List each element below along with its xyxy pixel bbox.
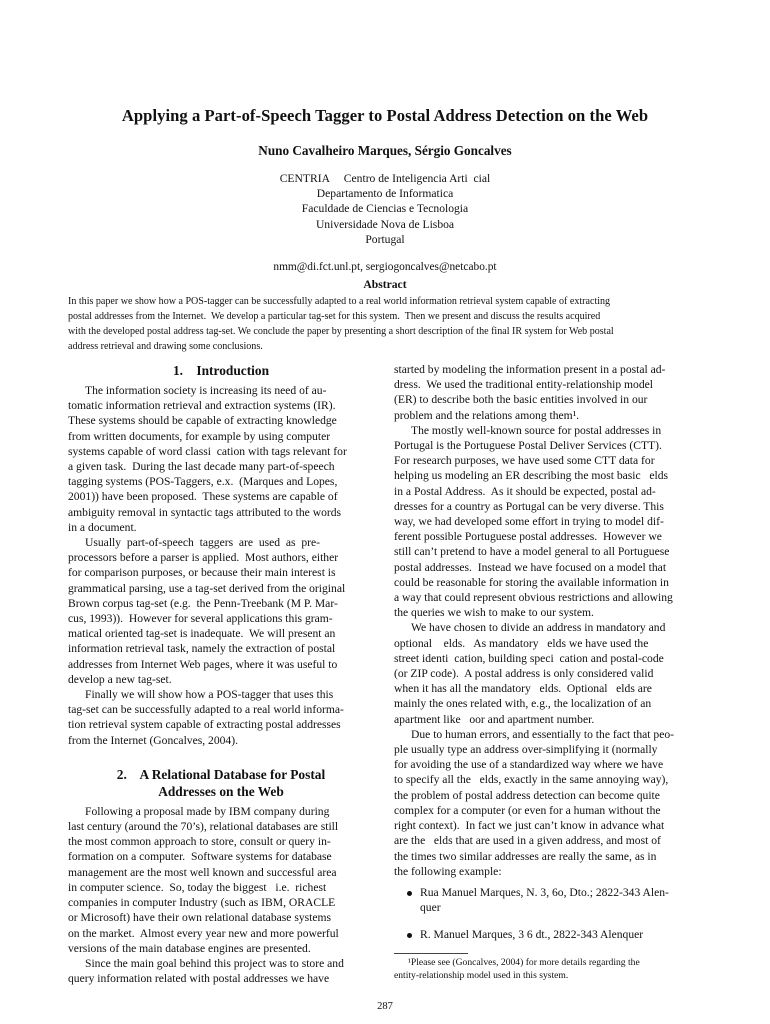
text-line: tag-set can be successfully adapted to a real world informa- <box>68 703 344 717</box>
address-example-line: quer <box>420 901 441 915</box>
text-line: ferent possible Portuguese postal addresses. However we <box>394 530 662 544</box>
text-line: when it has all the mandatory elds. Optional elds are <box>394 682 652 696</box>
text-line: tion retrieval system capable of extracting postal addresses <box>68 718 341 732</box>
text-line: (ER) to describe both the basic entities involved in our <box>394 393 648 407</box>
text-line: management are the most well known and successful area <box>68 865 337 879</box>
text-line: postal addresses from the Internet. We develop a particular tag-set for this system. Then we present and discuss the results acquired <box>68 311 601 323</box>
text-line: the most common approach to store, consult or query in- <box>68 835 331 849</box>
text-line: problem and the relations among them¹. <box>394 408 580 422</box>
text-line: For research purposes, we have used some CTT data for <box>394 454 655 468</box>
text-line: 2001)) have been proposed. These systems are capable of <box>68 490 338 504</box>
affiliation-line: CENTRIA Centro de Inteligencia Arti cial <box>279 172 491 185</box>
text-line: The information society is increasing its need of au- <box>85 384 327 397</box>
text-line: develop a new tag-set. <box>68 672 172 686</box>
text-line: Following a proposal made by IBM company during <box>85 804 330 818</box>
text-line: postal addresses. Instead we have focused on a model that <box>394 560 667 574</box>
text-line: complex for a computer (or even for a human without the <box>394 803 661 817</box>
text-line: We have chosen to divide an address in mandatory and <box>411 621 666 635</box>
text-line: ambiguity removal in syntactic tags attributed to the words <box>68 505 342 519</box>
text-line: companies in computer Industry (such as IBM, ORACLE <box>68 896 336 910</box>
text-line: query information related with postal addresses we have <box>68 972 330 986</box>
text-line: or Microsoft) have their own relational database systems <box>68 911 332 925</box>
text-line: for comparison purposes, or because their main interest is <box>68 566 336 580</box>
text-line: optional elds. As mandatory elds we have used the <box>394 636 649 650</box>
text-line: a given task. During the last decade many part-of-speech <box>68 460 335 474</box>
text-line: information retrieval task, namely the extraction of postal <box>68 642 336 656</box>
text-line: with the developed postal address tag-set. We conclude the paper by presenting a short description of the final IR system for Web postal <box>68 326 614 338</box>
bullet-icon <box>407 891 412 896</box>
text-line: the queries we wish to make to our system. <box>394 606 594 620</box>
text-line: started by modeling the information present in a postal ad- <box>394 363 666 376</box>
text-line: from the Internet (Goncalves, 2004). <box>68 733 238 747</box>
abstract-heading: Abstract <box>363 278 407 291</box>
right-column-body <box>394 362 700 879</box>
text-line: systems capable of word classi cation with tags relevant for <box>68 444 347 458</box>
section-2-heading-line: 2. A Relational Database for Postal <box>116 766 326 782</box>
text-line: The mostly well-known source for postal addresses in <box>411 423 662 437</box>
text-line: In this paper we show how a POS-tagger can be successfully adapted to a real world information retrieval system capable of extracting <box>68 296 611 307</box>
text-line: formation on a computer. Software systems for database <box>68 850 332 864</box>
text-line: (or ZIP code). A postal address is only considered valid <box>394 667 654 681</box>
text-line: helping us modeling an ER describing the most basic elds <box>394 469 669 483</box>
text-line: the problem of postal address detection can become quite <box>394 788 660 802</box>
text-line: cus, 1993)). However for several applications this gram- <box>68 612 333 626</box>
affiliation-line: Universidade Nova de Lisboa <box>315 217 455 231</box>
text-line: Due to human errors, and essentially to the fact that peo- <box>411 727 675 741</box>
text-line: last century (around the 70’s), relational databases are still <box>68 820 339 834</box>
text-line: Portugal is the Portuguese Postal Deliver Services (CTT). <box>394 439 662 453</box>
text-line: are the elds that are used in a given address, and most of <box>394 834 661 848</box>
paper-title: Applying a Part-of-Speech Tagger to Postal Address Detection on the Web <box>121 106 649 125</box>
footnote <box>394 956 700 983</box>
text-line: from written documents, for example by using computer <box>68 429 331 443</box>
text-line: Finally we will show how a POS-tagger that uses this <box>85 688 334 702</box>
text-line: mainly the ones related with, e.g., the localization of an <box>394 697 652 711</box>
abstract-text <box>68 294 700 354</box>
text-line: These systems should be capable of extracting knowledge <box>68 414 337 428</box>
text-line: the times two similar addresses are really the same, as in <box>394 849 657 863</box>
author-emails: nmm@di.fct.unl.pt, sergiogoncalves@netcabo.pt <box>273 261 497 273</box>
section-1-body <box>68 383 374 748</box>
text-line: apartment like oor and apartment number. <box>394 712 595 726</box>
text-line: could be reasonable for storing the available information in <box>394 575 669 589</box>
text-line: to specify all the elds, exactly in the same annoying way), <box>394 773 669 787</box>
footnote-rule <box>394 953 468 954</box>
right-column <box>394 362 700 983</box>
footnote-line: entity-relationship model used in this system. <box>394 970 569 982</box>
text-line: address retrieval and drawing some conclusions. <box>68 341 263 353</box>
text-line: on the market. Almost every year new and more powerful <box>68 926 339 940</box>
bullet-icon <box>407 933 412 938</box>
address-example-line: Rua Manuel Marques, N. 3, 6o, Dto.; 2822-343 Alen- <box>420 885 669 899</box>
text-line: dresses for a country as Portugal can be very diverse. This <box>394 499 664 513</box>
text-line: for avoiding the use of a standardized way where we have <box>394 758 664 772</box>
affiliation-line: Faculdade de Ciencias e Tecnologia <box>301 202 469 216</box>
text-line: addresses from Internet Web pages, where it was useful to <box>68 657 338 671</box>
text-line: dress. We used the traditional entity-relationship model <box>394 378 654 392</box>
text-line: tagging systems (POS-Taggers, e.x. (Marques and Lopes, <box>68 475 338 489</box>
text-line: street identi cation, building speci cation and postal-code <box>394 651 664 665</box>
text-line: Usually part-of-speech taggers are used as pre- <box>85 536 320 550</box>
section-2-heading-line: Addresses on the Web <box>158 783 284 799</box>
text-line: matical oriented tag-set is inadequate. We will present an <box>68 627 336 641</box>
text-line: Brown corpus tag-set (e.g. the Penn-Treebank (M P. Mar- <box>68 596 338 610</box>
text-line: a way that could represent obvious restrictions and allowing <box>394 591 673 605</box>
text-line: ple usually type an address over-simplifying it (normally <box>394 743 658 757</box>
address-example-item <box>394 885 700 915</box>
text-line: processors before a parser is applied. Most authors, either <box>68 551 339 565</box>
affiliation-line: Departamento de Informatica <box>316 187 454 201</box>
text-line: tomatic information retrieval and extraction systems (IR). <box>68 399 336 413</box>
text-line: way, we had developed some effort in trying to model dif- <box>394 515 664 529</box>
address-examples <box>394 885 700 943</box>
text-line: still can’t pretend to have a model general to all Portuguese <box>394 545 670 559</box>
footnote-line: ¹Please see (Goncalves, 2004) for more details regarding the <box>408 956 640 968</box>
address-example-item <box>394 927 700 942</box>
text-line: in computer science. So, today the biggest i.e. richest <box>68 880 327 894</box>
text-line: Since the main goal behind this project was to store and <box>85 956 344 970</box>
paper-authors: Nuno Cavalheiro Marques, Sérgio Goncalves <box>258 143 512 158</box>
text-line: the following example: <box>394 864 502 878</box>
affiliation-line: Portugal <box>365 232 405 246</box>
text-line: versions of the main database engines are presented. <box>68 941 311 955</box>
text-line: in a Postal Address. As it should be expected, postal ad- <box>394 484 656 498</box>
address-example-line: R. Manuel Marques, 3 6 dt., 2822-343 Alenquer <box>420 928 644 942</box>
section-2-heading <box>68 766 374 800</box>
section-1-heading: 1. Introduction <box>172 363 270 378</box>
page-number: 287 <box>377 1001 393 1012</box>
section-2-body <box>68 804 374 986</box>
left-column <box>68 362 374 986</box>
text-line: in a document. <box>68 520 137 534</box>
text-line: right context). In fact we just can’t know in advance what <box>394 819 665 833</box>
affiliation <box>0 171 770 247</box>
text-line: grammatical parsing, use a tag-set derived from the original <box>68 581 346 595</box>
